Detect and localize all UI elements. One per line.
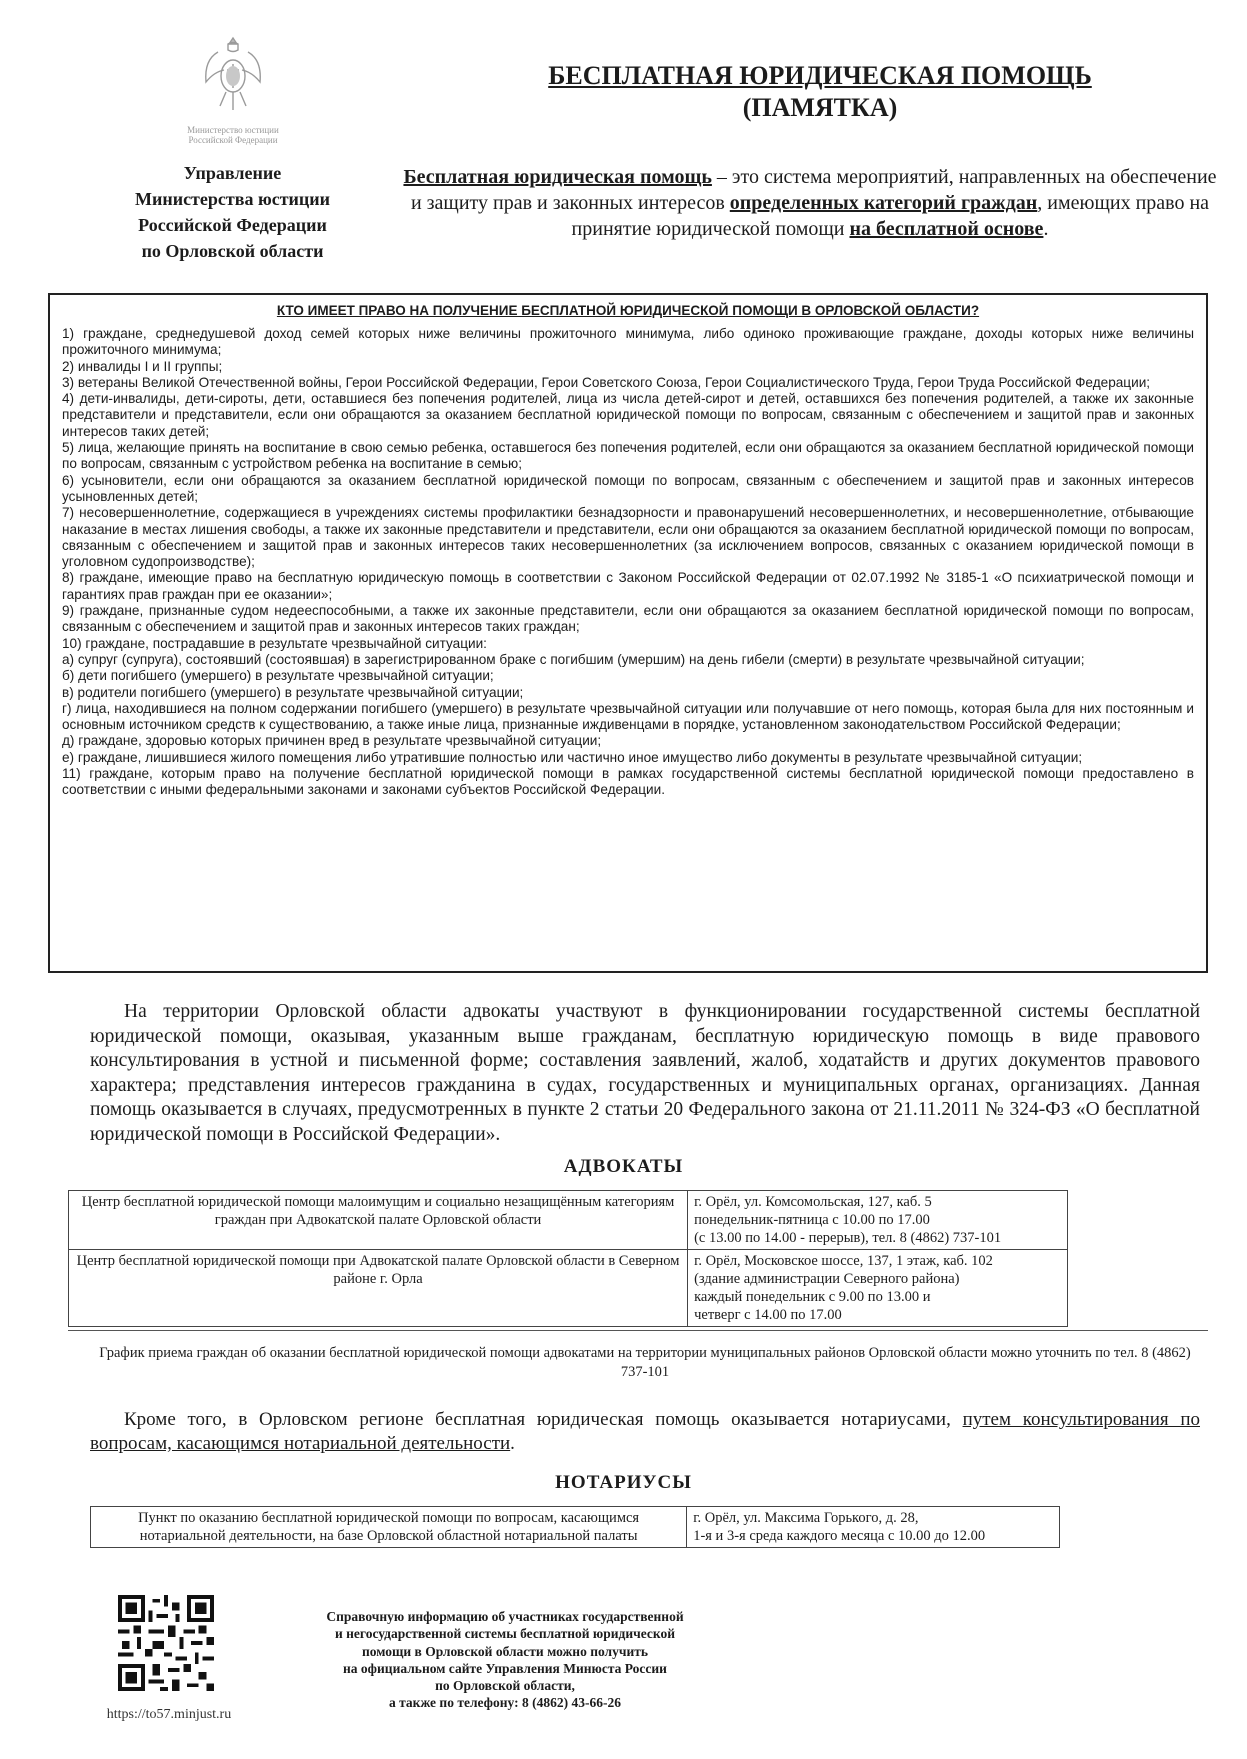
center-info — [688, 1250, 1068, 1327]
department-line: Российской Федерации — [138, 215, 327, 235]
advocates-paragraph: На территории Орловской области адвокаты участвуют в функционировании государственной системы бесплатной юридической помощи, оказывая, указанным выше гражданам, бесплатную юридическую помощь в виде правового консультирования в устной и письменной форме; составления заявлений, жалоб, ходатайств и других документов правового характера; представления интересов гражданина в судах, государственных и муниципальных органах, организациях. Данная помощь оказывается в случаях, предусмотренных в пункте 2 статьи 20 Федерального закона от 21.11.2011 № 324-ФЗ «О бесплатной юридической помощи в Российской Федерации». — [90, 1001, 1200, 1145]
intro-definition — [400, 164, 1220, 242]
intro-text-b: , имеющих право на принятие юридической помощи — [571, 192, 1210, 240]
center-info — [687, 1507, 1060, 1548]
emblem-caption: Министерство юстиции Российской Федерации — [187, 125, 279, 145]
ministry-emblem — [178, 30, 288, 150]
center-info — [688, 1191, 1068, 1250]
footer-line: и негосударственной системы бесплатной юридической — [334, 1626, 676, 1642]
intro-text-a: – это система мероприятий, направленных на обеспечение и защиту прав и законных интересов — [410, 166, 1217, 214]
eligibility-item: 4) дети-инвалиды, дети-сироты, дети, оставшиеся без попечения родителей, лица из числа детей-сирот и детей, оставшихся без попечения родителей, а также их законные представители и представители, если они обращаются за оказанием бесплатной юридической помощи по вопросам, связанным с обеспечением и защитой прав и законных интересов таких детей; — [62, 391, 1194, 439]
eligibility-list — [62, 326, 1194, 799]
eligibility-item: 9) граждане, признанные судом недееспособными, а также их законные представители, если они обращаются за оказанием бесплатной юридической помощи по вопросам, связанным с обеспечением и защитой прав и законных интересов таких граждан; — [62, 603, 1194, 635]
intro-basis: на бесплатной основе — [849, 218, 1044, 240]
info-line: г. Орёл, Московское шоссе, 137, 1 этаж, каб. 102 — [694, 1253, 993, 1269]
eligibility-item: 6) усыновители, если они обращаются за оказанием бесплатной юридической помощи по вопросам, связанным с обеспечением и защитой прав и законных интересов усыновленных детей; — [62, 472, 1194, 504]
table-row — [69, 1250, 1068, 1327]
document-title — [420, 60, 1220, 124]
footer-info — [270, 1608, 740, 1712]
eligibility-item: д) граждане, здоровью которых причинен вред в результате чрезвычайной ситуации; — [62, 733, 602, 749]
info-line: г. Орёл, ул. Комсомольская, 127, каб. 5 — [694, 1194, 932, 1210]
footer-line: а также по телефону: 8 (4862) 43-66-26 — [389, 1695, 621, 1711]
qr-url[interactable]: https://to57.minjust.ru — [106, 1707, 232, 1722]
eligibility-item: 2) инвалиды I и II группы; — [62, 358, 223, 374]
notaries-table — [90, 1506, 1060, 1548]
title-line-2: (ПАМЯТКА) — [742, 93, 898, 122]
title-line-1: БЕСПЛАТНАЯ ЮРИДИЧЕСКАЯ ПОМОЩЬ — [548, 61, 1092, 90]
info-line: (с 13.00 по 14.00 - перерыв), тел. 8 (4862) 737-101 — [694, 1230, 1002, 1246]
eligibility-item: 5) лица, желающие принять на воспитание в свою семью ребенка, оставшегося без попечения родителей, если они обращаются за оказанием бесплатной юридической помощи по вопросам, связанным с устройством ребенка на воспитание в семью; — [62, 440, 1194, 472]
notaries-text-underlined: путем консультирования по вопросам, касающимся нотариальной деятельности — [90, 1409, 1200, 1454]
eligibility-item: 7) несовершеннолетние, содержащиеся в учреждениях системы профилактики безнадзорности и правонарушений несовершеннолетних, и несовершеннолетние, отбывающие наказание в местах лишения свободы, а также их законные представители и представители, если они обращаются за оказанием бесплатной юридической помощи по вопросам, связанным с обеспечением и защитой прав и законных интересов таких несовершеннолетних (за исключением вопросов, связанных с оказанием юридической помощи в уголовном судопроизводстве); — [62, 505, 1194, 570]
eligibility-item: е) граждане, лишившиеся жилого помещения либо утратившие полностью или частично иное имущество либо документы в результате чрезвычайной ситуации; — [62, 749, 1083, 765]
department-name — [80, 160, 385, 264]
eligibility-item: в) родители погибшего (умершего) в результате чрезвычайной ситуации; — [62, 684, 524, 700]
center-name: Центр бесплатной юридической помощи при Адвокатской палате Орловской области в Северном районе г. Орла — [69, 1250, 688, 1327]
info-line: г. Орёл, ул. Максима Горького, д. 28, — [693, 1510, 919, 1526]
eligibility-heading: КТО ИМЕЕТ ПРАВО НА ПОЛУЧЕНИЕ БЕСПЛАТНОЙ ЮРИДИЧЕСКОЙ ПОМОЩИ В ОРЛОВСКОЙ ОБЛАСТИ? — [276, 303, 980, 318]
eligibility-item: а) супруг (супруга), состоявший (состоявшая) в зарегистрированном браке с погибшим (умершим) на день гибели (смерти) в результате чрезвычайной ситуации; — [62, 651, 1085, 667]
notaries-text-end: . — [510, 1433, 515, 1454]
eligibility-item: 1) граждане, среднедушевой доход семей которых ниже величины прожиточного минимума, либо одиноко проживающие граждане, доходы которых ниже величины прожиточного минимума; — [62, 326, 1194, 358]
intro-end: . — [1043, 218, 1049, 240]
advocates-title: АДВОКАТЫ — [563, 1156, 684, 1177]
footer-line: по Орловской области, — [435, 1678, 575, 1694]
eligibility-item: 8) граждане, имеющие право на бесплатную юридическую помощь в соответствии с Законом Российской Федерации от 02.07.1992 № 3185-1 «О психиатрической помощи и гарантиях прав граждан при ее оказании»; — [62, 570, 1194, 602]
center-name: Центр бесплатной юридической помощи малоимущим и социально незащищённым категориям граждан при Адвокатской палате Орловской области — [69, 1191, 688, 1250]
notaries-text: Кроме того, в Орловском регионе бесплатная юридическая помощь оказывается нотариусами, — [124, 1409, 963, 1430]
eligibility-item: б) дети погибшего (умершего) в результате чрезвычайной ситуации; — [62, 668, 494, 684]
info-line: (здание администрации Северного района) — [694, 1271, 960, 1287]
eagle-emblem-icon — [198, 30, 268, 118]
advocates-schedule-note: График приема граждан об оказании бесплатной юридической помощи адвокатами на территории муниципальных районов Орловской области можно уточнить по тел. 8 (4862) 737-101 — [99, 1345, 1191, 1380]
footer-line: на официальном сайте Управления Минюста России — [343, 1660, 667, 1676]
divider — [68, 1330, 1208, 1331]
center-name: Пункт по оказанию бесплатной юридической помощи по вопросам, касающимся нотариальной деятельности, на базе Орловской областной нотариальной палаты — [91, 1507, 687, 1548]
footer-line: Справочную информацию об участниках государственной — [326, 1609, 684, 1624]
eligibility-item: 10) граждане, пострадавшие в результате чрезвычайной ситуации: — [62, 635, 487, 651]
eligibility-box — [48, 293, 1208, 973]
intro-categories: определенных категорий граждан — [729, 192, 1038, 214]
table-row — [91, 1507, 1060, 1548]
footer-line: помощи в Орловской области можно получить — [361, 1643, 649, 1659]
department-line: Министерства юстиции — [134, 189, 331, 209]
info-line: 1-я и 3-я среда каждого месяца с 10.00 до 12.00 — [693, 1528, 986, 1544]
info-line: четверг с 14.00 по 17.00 — [694, 1307, 842, 1323]
info-line: понедельник-пятница с 10.00 по 17.00 — [694, 1212, 930, 1228]
info-line: каждый понедельник с 9.00 по 13.00 и — [694, 1289, 931, 1305]
advocates-table — [68, 1190, 1068, 1327]
eligibility-item: 3) ветераны Великой Отечественной войны, Герои Российской Федерации, Герои Советского Союза, Герои Социалистического Труда, Герои Труда Российской Федерации; — [62, 374, 1151, 390]
department-line: Управление — [183, 163, 282, 183]
qr-code-icon — [118, 1595, 214, 1691]
intro-term: Бесплатная юридическая помощь — [403, 166, 712, 188]
notaries-title: НОТАРИУСЫ — [555, 1472, 692, 1493]
eligibility-item: 11) граждане, которым право на получение бесплатной юридической помощи в рамках государственной системы бесплатной юридической помощи предоставлено в соответствии с иными федеральными законами и законами субъектов Российской Федерации. — [62, 766, 1194, 798]
notaries-paragraph — [90, 1408, 1200, 1456]
table-row — [69, 1191, 1068, 1250]
eligibility-item: г) лица, находившиеся на полном содержании погибшего (умершего) в результате чрезвычайной ситуации или получавшие от него помощь, которая была для них постоянным и основным источником средств к существованию, а также иные лица, признанные иждивенцами в порядке, установленном законодательством Российской Федерации; — [62, 700, 1194, 733]
department-line: по Орловской области — [141, 241, 324, 261]
